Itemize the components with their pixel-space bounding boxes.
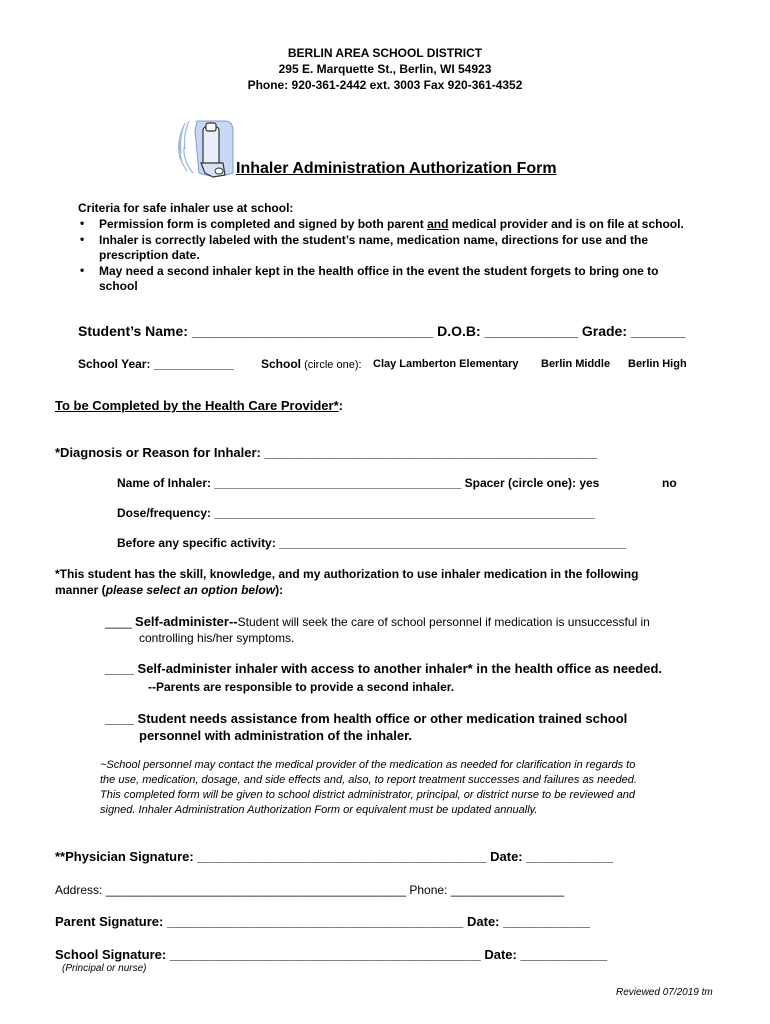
provider-section-heading: To be Completed by the Health Care Provider*: [55, 398, 343, 413]
school-signature-field[interactable]: School Signature: ___________________________________________ Date: ____________ [55, 947, 608, 962]
district-name: BERLIN AREA SCHOOL DISTRICT [287, 46, 483, 60]
district-phone: Phone: 920-361-2442 ext. 3003 Fax 920-361-4352 [247, 78, 523, 92]
criteria-item-labeled: Inhaler is correctly labeled with the student’s name, medication name, directions for use and the [99, 233, 649, 247]
bullet-dot: • [80, 263, 85, 277]
criteria-item-labeled-cont: prescription date. [99, 248, 200, 262]
parent-signature-field[interactable]: Parent Signature: _________________________________________ Date: ____________ [55, 914, 590, 929]
authorization-statement: *This student has the skill, knowledge, and my authorization to use inhaler medication in the following [55, 567, 639, 581]
dose-frequency-field[interactable]: Dose/frequency: _________________________________________________________ [117, 506, 595, 520]
inhaler-icon [175, 117, 237, 181]
bullet-dot: • [80, 216, 85, 230]
note-line-4: signed. Inhaler Administration Authorization Form or equivalent must be updated annually. [100, 804, 538, 816]
diagnosis-field[interactable]: *Diagnosis or Reason for Inhaler: ______________________________________________ [55, 445, 598, 460]
bullet-dot: • [80, 232, 85, 246]
school-label: School (circle one): [261, 357, 362, 371]
criteria-item-second-inhaler-cont: school [99, 279, 138, 293]
note-line-3: This completed form will be given to school district administrator, principal, or district nurse to be reviewed and [100, 789, 635, 801]
school-option-elementary[interactable]: Clay Lamberton Elementary [373, 358, 519, 370]
criteria-item-second-inhaler: May need a second inhaler kept in the health office in the event the student forgets to bring one to [99, 264, 659, 278]
criteria-heading: Criteria for safe inhaler use at school: [78, 201, 294, 215]
principal-nurse-note: (Principal or nurse) [62, 963, 147, 974]
physician-signature-field[interactable]: **Physician Signature: ________________________________________ Date: ____________ [55, 849, 614, 864]
authorization-statement-cont: manner (please select an option below): [55, 583, 284, 597]
criteria-item-permission: Permission form is completed and signed by both parent and medical provider and is on file at school. [99, 217, 684, 231]
student-name-field[interactable]: Student’s Name: _______________________________ D.O.B: ____________ Grade: _______ [78, 323, 686, 339]
note-line-2: the use, medication, dosage, and side effects and, also, to report treatment successes and failures as needed. [100, 774, 637, 786]
option-self-administer[interactable]: ____ Self-administer--Student will seek the care of school personnel if medication is unsuccessful in [105, 614, 650, 629]
school-option-high[interactable]: Berlin High [628, 358, 687, 370]
option-assistance[interactable]: ____ Student needs assistance from health office or other medication trained school [105, 711, 628, 726]
form-title: Inhaler Administration Authorization Form [236, 160, 557, 177]
option-assistance-cont: personnel with administration of the inhaler. [139, 728, 413, 743]
option-second-inhaler-note: --Parents are responsible to provide a second inhaler. [148, 680, 455, 694]
reviewed-date: Reviewed 07/2019 tm [616, 987, 713, 998]
school-year-field[interactable]: School Year: ____________ [78, 357, 234, 371]
note-line-1: ~School personnel may contact the medical provider of the medication as needed for clarification in regards to [100, 759, 636, 771]
before-activity-field[interactable]: Before any specific activity: ____________________________________________________ [117, 536, 627, 550]
option-self-administer-cont: controlling his/her symptoms. [139, 631, 295, 645]
address-phone-field[interactable]: Address: _____________________________________________ Phone: _________________ [55, 883, 565, 897]
option-second-inhaler[interactable]: ____ Self-administer inhaler with access to another inhaler* in the health office as needed. [105, 661, 663, 676]
school-option-middle[interactable]: Berlin Middle [541, 358, 611, 370]
district-address: 295 E. Marquette St., Berlin, WI 54923 [278, 62, 492, 76]
spacer-option-no[interactable]: no [662, 476, 677, 490]
inhaler-name-field[interactable]: Name of Inhaler: _____________________________________ Spacer (circle one): yes [117, 476, 600, 490]
